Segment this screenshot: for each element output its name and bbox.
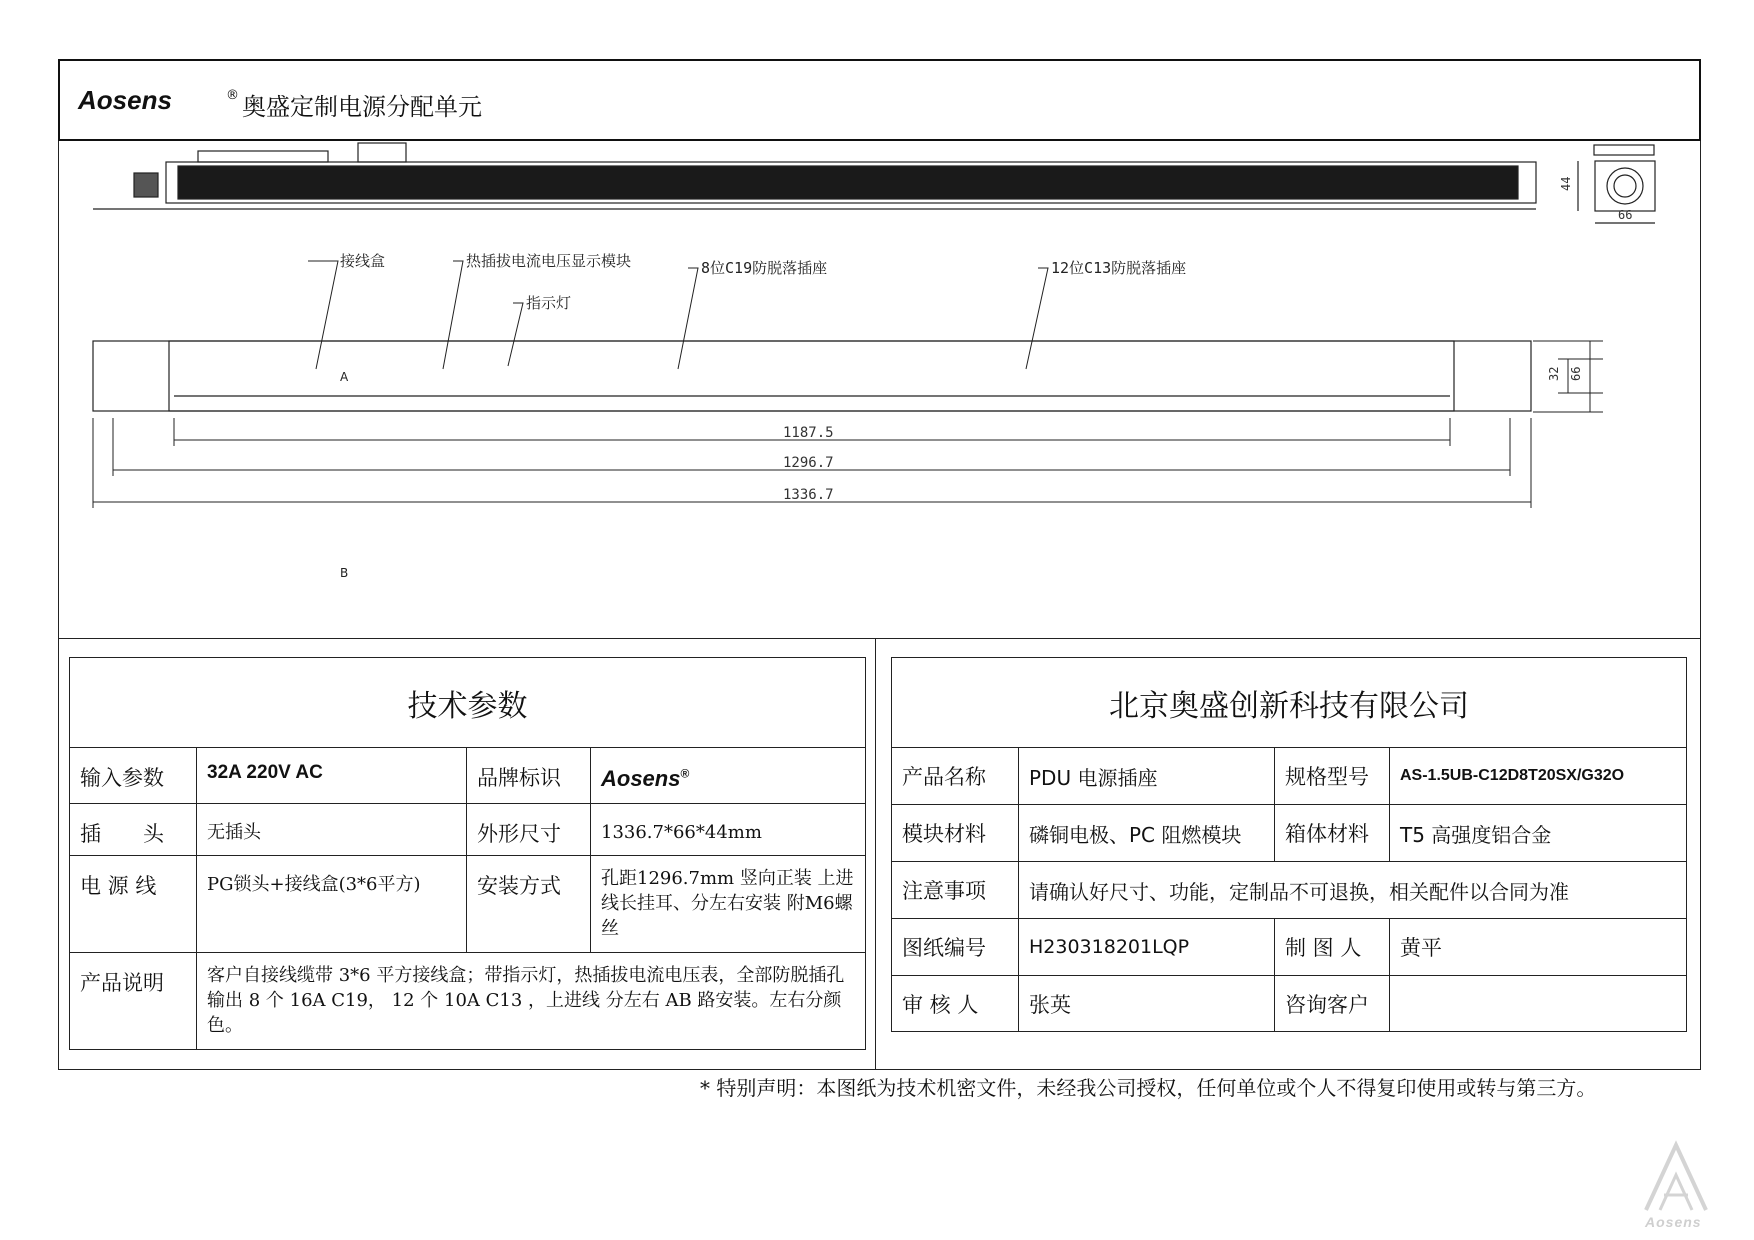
title-bar [58,59,1701,141]
callout-c13: 12位C13防脱落插座 [1051,259,1187,277]
spec-label-desc: 产品说明 [70,953,197,1050]
company-value-notice: 请确认好尺寸、功能，定制品不可退换，相关配件以合同为准 [1019,862,1687,919]
dim-66: 66 [1569,366,1583,381]
dim-1187: 1187.5 [783,425,834,441]
company-value-product: PDU 电源插座 [1019,748,1275,805]
technical-drawing [58,141,1701,638]
spec-value-plug: 无插头 [197,804,467,856]
company-value-module: 磷铜电极、PC 阻燃模块 [1019,805,1275,862]
unit-a-label: A [340,370,349,384]
company-label-module: 模块材料 [892,805,1019,862]
section-divider [58,638,1701,639]
spec-value-input: 32A 220V AC [197,748,467,804]
company-title: 北京奥盛创新科技有限公司 [892,658,1687,748]
spec-value-mount: 孔距1296.7mm 竖向正装 上进线长挂耳、分左右安装 附M6螺丝 [591,856,866,953]
callout-c19: 8位C19防脱落插座 [701,259,828,277]
company-label-housing: 箱体材料 [1275,805,1390,862]
company-value-model: AS-1.5UB-C12D8T20SX/G32O [1390,748,1687,805]
brand-logo: Aosens [78,85,172,115]
company-label-model: 规格型号 [1275,748,1390,805]
page-title: 奥盛定制电源分配单元 [242,93,482,121]
confidentiality-note: * 特别声明：本图纸为技术机密文件，未经我公司授权，任何单位或个人不得复印使用或转与第三方。 [700,1076,1597,1100]
company-label-customer: 咨询客户 [1275,976,1390,1032]
spec-title: 技术参数 [70,658,866,748]
callout-meter-module: 热插拔电流电压显示模块 [466,252,632,270]
dim-1336: 1336.7 [783,487,834,503]
column-divider [875,638,876,1070]
registered-mark: ® [226,88,239,103]
company-label-drawing-no: 图纸编号 [892,919,1019,976]
end-dim-44: 44 [1559,176,1573,191]
spec-label-brand: 品牌标识 [467,748,591,804]
company-value-drafter: 黄平 [1390,919,1687,976]
end-view [1578,145,1655,223]
unit-a-chassis [93,341,1531,411]
spec-label-input: 输入参数 [70,748,197,804]
company-value-reviewer: 张英 [1019,976,1275,1032]
side-dimension-lines [1533,341,1603,412]
company-value-housing: T5 高强度铝合金 [1390,805,1687,862]
watermark-text: Aosens [1645,1214,1702,1230]
unit-b-label: B [340,566,349,580]
spec-label-plug: 插 头 [70,804,197,856]
company-label-reviewer: 审 核 人 [892,976,1019,1032]
pdu-unit-a [93,341,1531,411]
spec-value-size: 1336.7*66*44mm [591,804,866,856]
top-view [93,143,1536,209]
callouts [308,261,1048,369]
spec-label-mount: 安装方式 [467,856,591,953]
spec-value-desc: 客户自接线缆带 3*6 平方接线盒；带指示灯，热插拔电流电压表，全部防脱插孔输出 8 个 16A C19， 12 个 10A C13 ，上进线 分左右 AB 路安装。左右分颜色。 [197,953,866,1050]
company-table [891,657,1687,1032]
company-label-notice: 注意事项 [892,862,1019,919]
callout-indicator: 指示灯 [526,294,572,312]
company-value-drawing-no: H230318201LQP [1019,919,1275,976]
dim-32: 32 [1547,366,1561,381]
company-label-drafter: 制 图 人 [1275,919,1390,976]
company-label-product: 产品名称 [892,748,1019,805]
callout-junction-box: 接线盒 [340,252,386,270]
spec-brand-logo: Aosens® [591,748,866,804]
spec-label-cord: 电 源 线 [70,856,197,953]
spec-table [69,657,866,1050]
spec-label-size: 外形尺寸 [467,804,591,856]
dim-1296: 1296.7 [783,455,834,471]
company-value-customer [1390,976,1687,1032]
end-dim-66: 66 [1618,208,1633,222]
spec-value-cord: PG锁头+接线盒(3*6平方) [197,856,467,953]
